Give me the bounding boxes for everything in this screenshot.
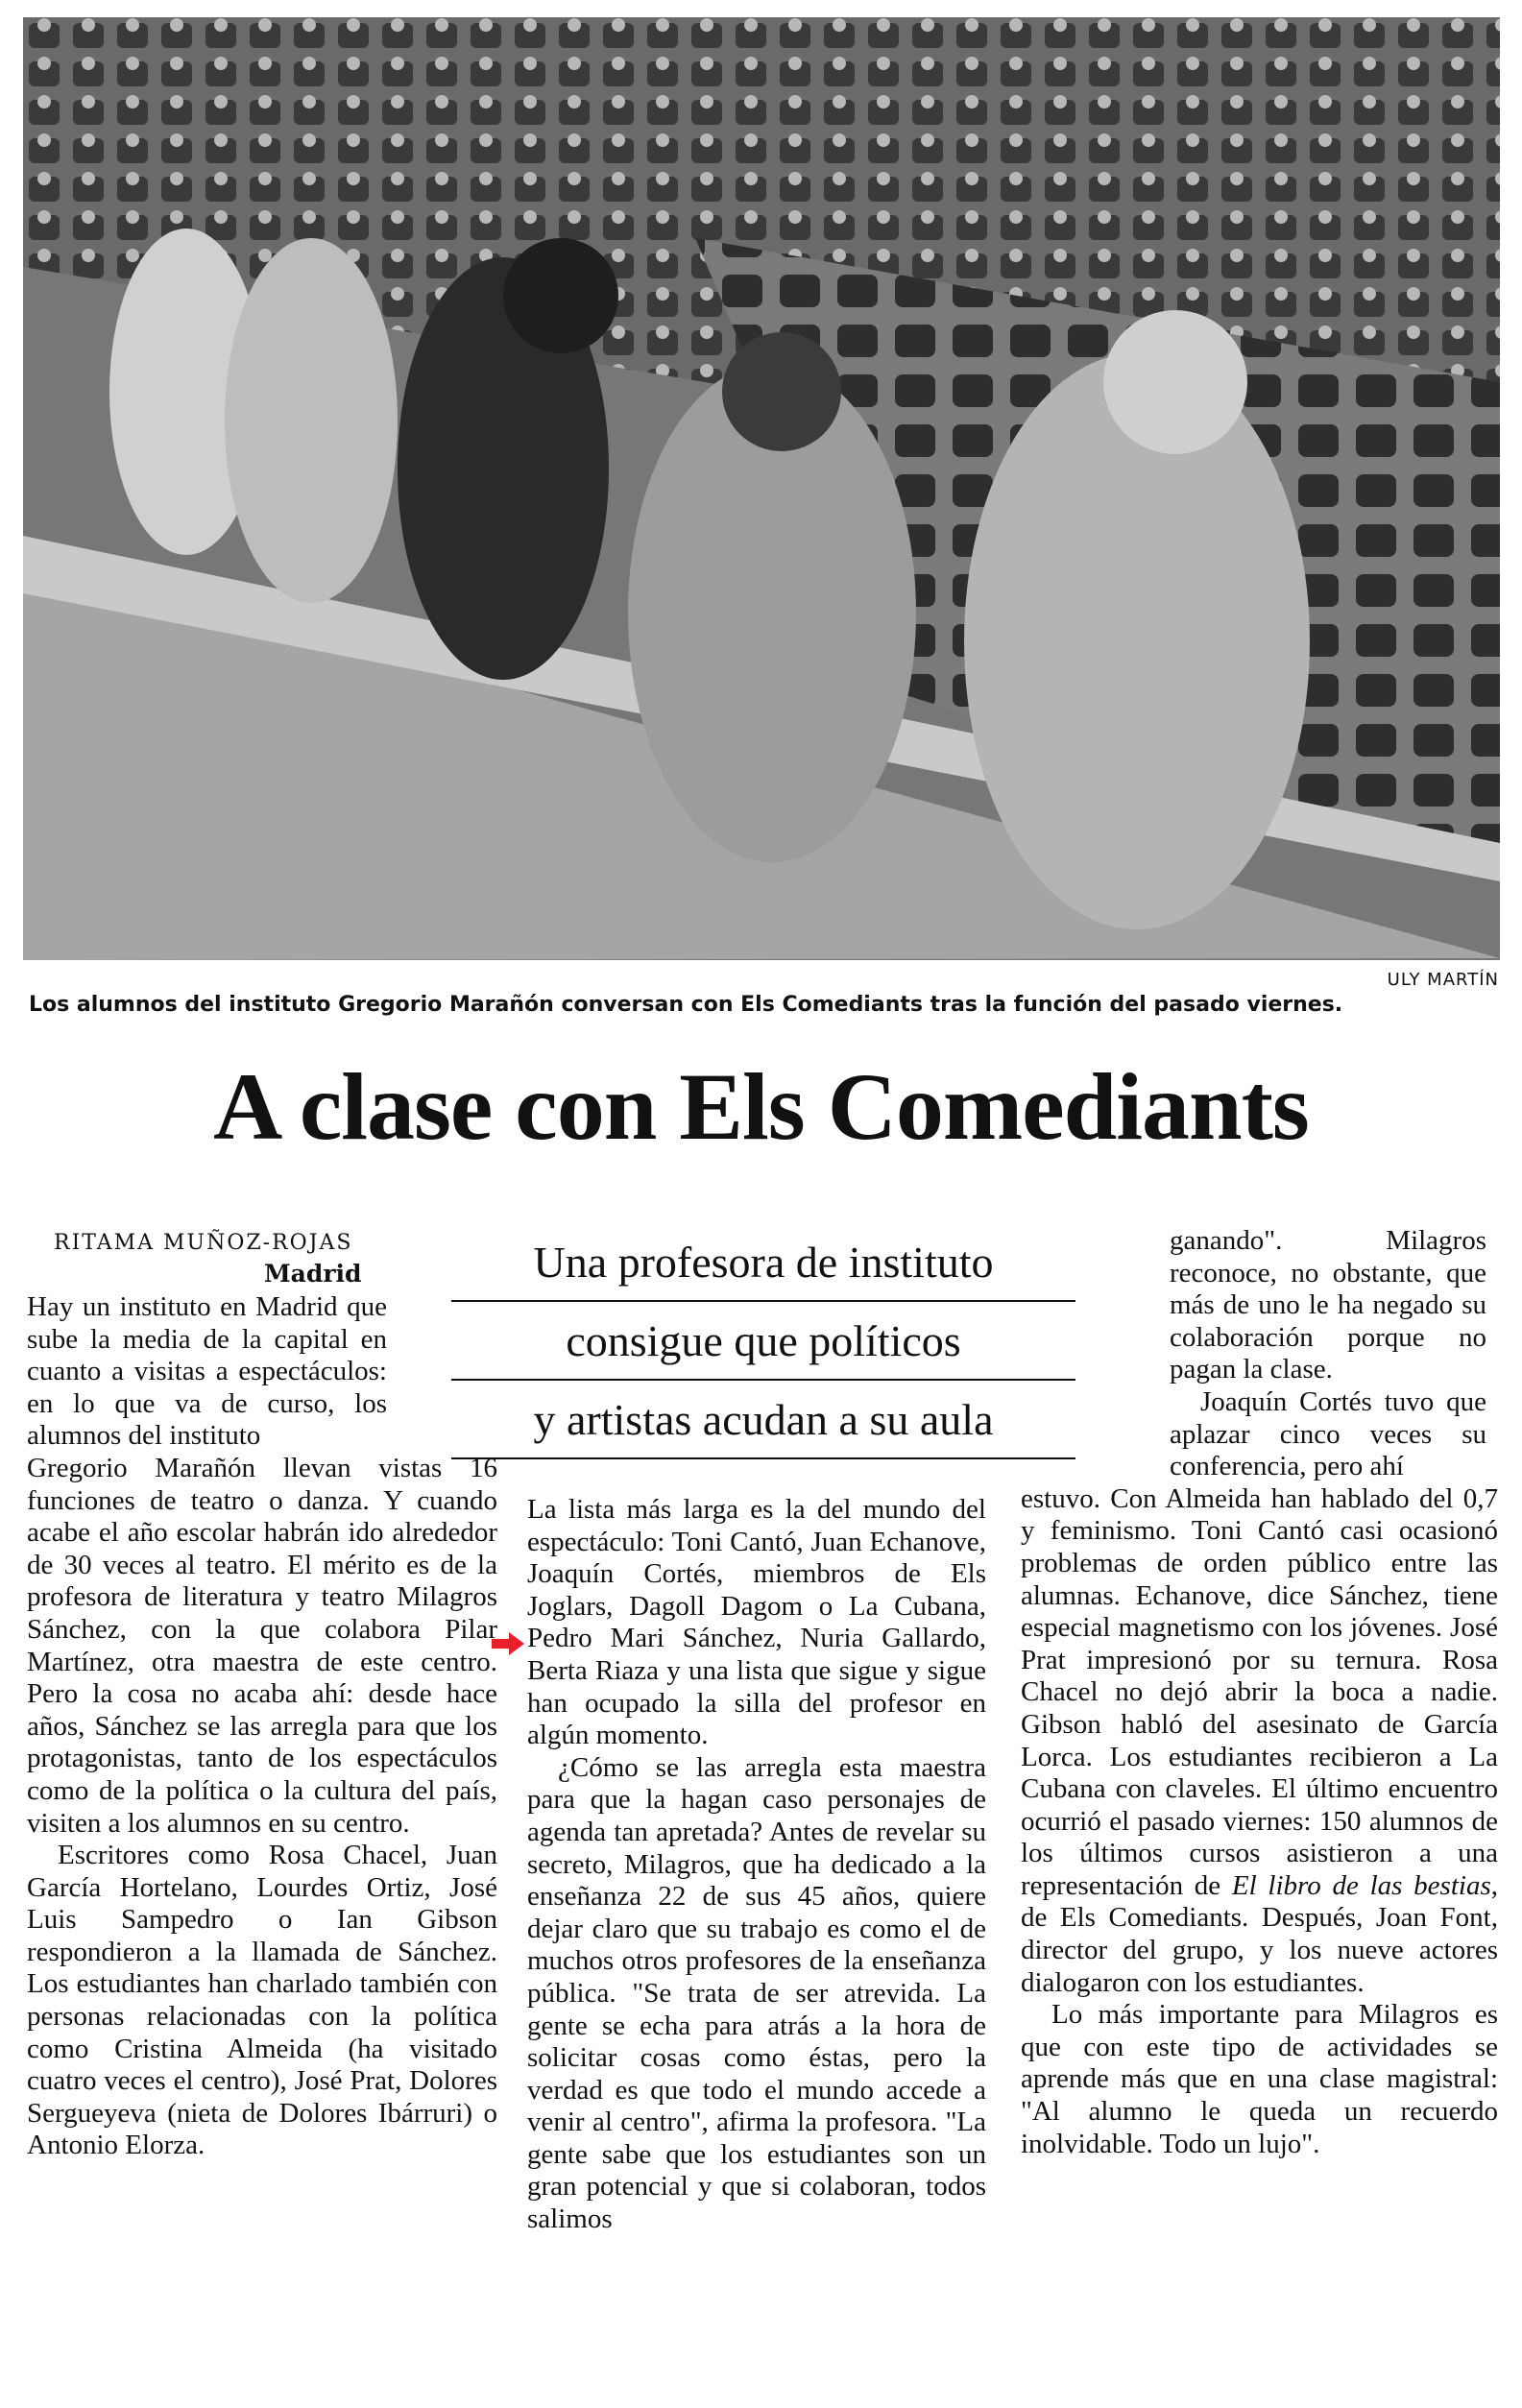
audience-photo-illustration	[23, 17, 1500, 960]
pull-quote-line: y artistas acudan a su aula	[451, 1383, 1075, 1459]
photo-caption: Los alumnos del instituto Gregorio Marañón conversan con Els Comediants tras la función del pasado viernes.	[29, 993, 1343, 1017]
article-photo	[23, 17, 1500, 960]
photo-credit: ULY MARTÍN	[1387, 970, 1499, 990]
paragraph: ¿Cómo se las arregla esta maestra para que la hagan caso personajes de agenda tan apretada? Antes de revelar su secreto, Milagros, que ha dedicado a la enseñanza 22 de sus 45 años, quiere dejar claro que su trabajo es como el de muchos otros profesores de la enseñanza pública. "Se trata de ser atrevida. La gente se echa para atrás a la hora de solicitar cosas como éstas, pero la verdad es que todo el mundo accede a venir al centro", afirma la profesora. "La gente sabe que los estudiantes son un gran potencial y que si colaboran, todos salimos	[527, 1751, 986, 2235]
paragraph-text: , de Els Comediants. Después, Joan Font, director del grupo, y los nueve actores dialogaron con los estudiantes.	[1021, 1869, 1498, 1998]
paragraph: La lista más larga es la del mundo del espectáculo: Toni Cantó, Juan Echanove, Joaquín Cortés, miembros de Els Joglars, Dagoll Dagom o La Cubana, Pedro Mari Sánchez, Nuria Gallardo, Berta Riaza y una lista que sigue y sigue han ocupado la silla del profesor en algún momento.	[527, 1494, 986, 1751]
paragraph: Lo más importante para Milagros es que con este tipo de actividades se aprende más que en una clase magistral: "Al alumno le queda un recuerdo inolvidable. Todo un lujo".	[1021, 1999, 1498, 2159]
paragraph: Escritores como Rosa Chacel, Juan García Hortelano, Lourdes Ortiz, José Luis Sampedro o Ian Gibson respondieron a la llamada de Sánchez. Los estudiantes han charlado también con personas relacionadas con la política como Cristina Almeida (ha visitado cuatro veces el centro), José Prat, Dolores Sergueyeva (nieta de Dolores Ibárruri) o Antonio Elorza.	[27, 1840, 497, 2161]
headline: A clase con Els Comediants	[213, 1053, 1309, 1160]
red-arrow-icon	[492, 1632, 524, 1655]
work-title: El libro de las bestias	[1231, 1869, 1491, 1901]
article-column-middle	[527, 1494, 986, 2236]
paragraph: Gregorio Marañón llevan vistas 16 funciones de teatro o danza. Y cuando acabe el año escolar habrán ido alrededor de 30 veces al teatro. El mérito es de la profesora de literatura y teatro Milagros Sánchez, con la que colabora Pilar Martínez, otra maestra de este centro. Pero la cosa no acaba ahí: desde hace años, Sánchez se las arregla para que los protagonistas, tanto de los espectáculos como de la política o la cultura del país, visiten a los alumnos en su centro.	[27, 1452, 497, 1839]
paragraph	[1021, 1483, 1498, 2000]
paragraph: Joaquín Cortés tuvo que aplazar cinco veces su conferencia, pero ahí	[1170, 1385, 1486, 1482]
paragraph: ganando". Milagros reconoce, no obstante, que más de uno le ha negado su colaboración porque no pagan la clase.	[1170, 1225, 1486, 1385]
paragraph-text: estuvo. Con Almeida han hablado del 0,7 y feminismo. Toni Cantó casi ocasionó problemas de orden público entre las alumnas. Echanove, dice Sánchez, tiene especial magnetismo con los jóvenes. José Prat impresionó por su ternura. Rosa Chacel no dejó abrir la boca a nadie. Gibson habló del asesinato de García Lorca. Los estudiantes recibieron a La Cubana con claveles. El último encuentro ocurrió el pasado viernes: 150 alumnos de los últimos cursos asistieron a una representación de	[1021, 1482, 1498, 1901]
pull-quote-line: Una profesora de instituto	[451, 1225, 1075, 1302]
article-column-right	[1021, 1225, 1498, 2160]
byline-place: Madrid	[264, 1260, 362, 1288]
article-column-left	[27, 1291, 497, 2162]
pull-quote-line: consigue que políticos	[451, 1304, 1075, 1381]
byline-author: RITAMA MUÑOZ-ROJAS	[54, 1231, 353, 1255]
paragraph: Hay un instituto en Madrid que sube la media de la capital en cuanto a visitas a espectáculos: en lo que va de curso, los alumnos del instituto	[27, 1291, 387, 1452]
pull-quote	[451, 1225, 1075, 1461]
